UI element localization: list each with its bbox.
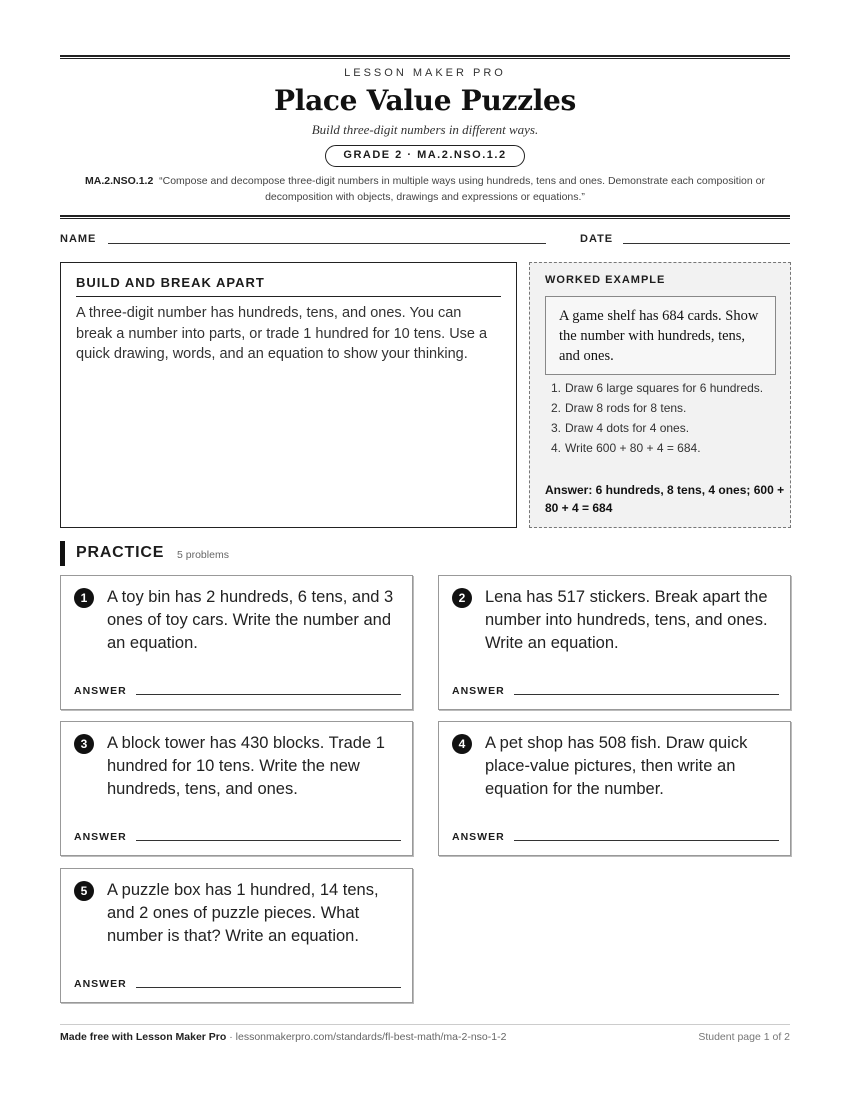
problem-text: A puzzle box has 1 hundred, 14 tens, and 2 ones of puzzle pieces. What number is that? Write an equation. [107,881,379,945]
worked-example-heading: WORKED EXAMPLE [545,274,666,286]
answer-label: ANSWER [74,978,127,990]
worked-example-prompt: A game shelf has 684 cards. Show the number with hundreds, tens, and ones. [545,296,776,375]
build-and-break-apart-box [60,262,517,528]
practice-title: PRACTICE [76,544,165,561]
footer-url[interactable]: lessonmakerpro.com/standards/fl-best-math/ma-2-nso-1-2 [235,1031,507,1043]
grade-standard-pill: GRADE 2 · MA.2.NSO.1.2 [325,145,525,167]
step-text: Write 600 + 80 + 4 = 684. [565,441,701,455]
build-heading: BUILD AND BREAK APART [76,275,501,297]
worked-step [551,419,776,437]
footer-credit [60,1031,506,1043]
worked-example-box [529,262,791,528]
problem-number-badge: 4 [452,734,472,754]
step-number: 1. [551,381,562,395]
problem-number-badge: 2 [452,588,472,608]
footer-separator: · [226,1031,236,1043]
standard-text: “Compose and decompose three-digit numbers in multiple ways using hundreds, tens and ones. Demonstrate each composition or decomposition with objects, drawings and expressions or equations.” [159,175,765,203]
name-field-line[interactable] [108,243,546,244]
problem-text: A pet shop has 508 fish. Draw quick place-value pictures, then write an equation for the number. [485,734,748,798]
step-text: Draw 4 dots for 4 ones. [565,421,690,435]
practice-count: 5 problems [177,549,229,561]
footer-page-number: Student page 1 of 2 [698,1031,790,1043]
answer-line[interactable] [514,694,779,695]
problem-number-badge: 3 [74,734,94,754]
answer-label: ANSWER [452,831,505,843]
problem-card-1 [60,575,413,710]
problem-card-5 [60,868,413,1003]
name-label: NAME [60,233,97,245]
standard-code: MA.2.NSO.1.2 [85,175,154,187]
problem-number-badge: 5 [74,881,94,901]
problem-card-3 [60,721,413,856]
answer-line[interactable] [136,987,401,988]
step-number: 4. [551,441,562,455]
problem-text: A block tower has 430 blocks. Trade 1 hundred for 10 tens. Write the new hundreds, tens, and ones. [107,734,385,798]
standard-description [85,173,765,205]
date-label: DATE [580,233,614,245]
step-number: 2. [551,401,562,415]
answer-line[interactable] [136,840,401,841]
worked-step [551,399,776,417]
answer-label: ANSWER [74,685,127,697]
step-text: Draw 8 rods for 8 tens. [565,401,687,415]
answer-label: ANSWER [452,685,505,697]
date-field-line[interactable] [623,243,790,244]
answer-line[interactable] [514,840,779,841]
step-text: Draw 6 large squares for 6 hundreds. [565,381,764,395]
problem-card-2 [438,575,791,710]
practice-accent-bar [60,541,65,566]
problem-number-badge: 1 [74,588,94,608]
footer-made-with: Made free with Lesson Maker Pro [60,1031,227,1043]
footer-rule [60,1024,790,1025]
answer-line[interactable] [136,694,401,695]
problem-card-4 [438,721,791,856]
worked-example-answer: Answer: 6 hundreds, 8 tens, 4 ones; 600 + 80 + 4 = 684 [545,483,785,515]
build-text: A three-digit number has hundreds, tens, and ones. You can break a number into parts, or trade 1 hundred for 10 tens. Use a quick drawing, words, and an equation to show your thinking. [76,305,488,362]
header-bottom-rule [60,215,790,219]
worked-example-steps [551,379,776,459]
problem-text: A toy bin has 2 hundreds, 6 tens, and 3 ones of toy cars. Write the number and an equation. [107,588,394,652]
worked-step [551,379,776,397]
header-top-rule [60,55,790,59]
worked-step [551,439,776,457]
step-number: 3. [551,421,562,435]
page-title: Place Value Puzzles [273,84,577,117]
page-subtitle: Build three-digit numbers in different ways. [311,122,539,137]
answer-label: ANSWER [74,831,127,843]
problem-text: Lena has 517 stickers. Break apart the number into hundreds, tens, and ones. Write an equation. [485,588,768,652]
brand-name: LESSON MAKER PRO [344,67,506,79]
